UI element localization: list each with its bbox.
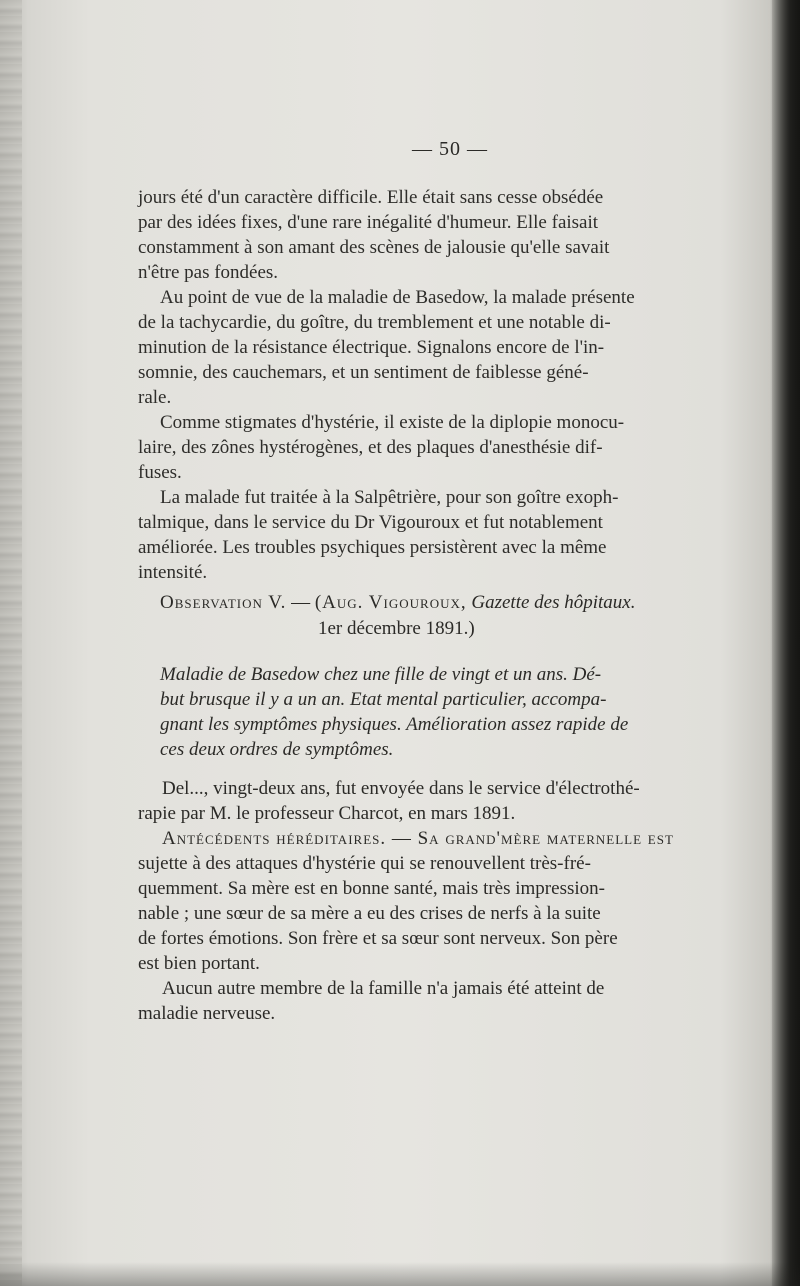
observation-label: Observation V. (160, 592, 287, 613)
text-line: améliorée. Les troubles psychiques persistèrent avec la même (138, 537, 607, 558)
case-line: de fortes émotions. Son frère et sa sœur sont nerveux. Son père (138, 928, 618, 949)
observation-author: (Aug. Vigouroux, (314, 592, 467, 613)
summary-line: gnant les symptômes physiques. Amélioration assez rapide de (160, 714, 629, 735)
page-number: — 50 — (412, 138, 488, 160)
text-line: minution de la résistance électrique. Signalons encore de l'in- (138, 337, 605, 358)
text-line: fuses. (138, 462, 182, 483)
case-line: sujette à des attaques d'hystérie qui se renouvellent très-fré- (138, 853, 591, 874)
case-line: est bien portant. (138, 953, 260, 974)
text-line: Comme stigmates d'hystérie, il existe de la diplopie monocu- (160, 412, 625, 433)
text-line: Au point de vue de la maladie de Basedow, la malade présente (160, 287, 635, 308)
case-line: rapie par M. le professeur Charcot, en mars 1891. (138, 803, 516, 824)
case-line: maladie nerveuse. (138, 1003, 276, 1024)
case-line: quemment. Sa mère est en bonne santé, mais très impression- (138, 878, 605, 899)
case-line: nable ; une sœur de sa mère a eu des crises de nerfs à la suite (138, 903, 601, 924)
summary-line: ces deux ordres de symptômes. (160, 739, 394, 760)
text-line: talmique, dans le service du Dr Vigouroux et fut notablement (138, 512, 603, 533)
case-line: Aucun autre membre de la famille n'a jamais été atteint de (162, 978, 605, 999)
text-line: intensité. (138, 562, 208, 583)
text-line: constamment à son amant des scènes de jalousie qu'elle savait (138, 237, 610, 258)
observation-dash: — (291, 592, 311, 613)
text-line: La malade fut traitée à la Salpêtrière, pour son goître exoph- (160, 487, 619, 508)
case-body (138, 776, 760, 1026)
case-summary (160, 662, 760, 762)
text-line: somnie, des cauchemars, et un sentiment de faiblesse géné- (138, 362, 589, 383)
case-line: Antécédents héréditaires. — Sa grand'mère maternelle est (162, 828, 674, 849)
text-line: laire, des zônes hystérogènes, et des plaques d'anesthésie dif- (138, 437, 603, 458)
page-right-edge (772, 0, 800, 1286)
text-line: par des idées fixes, d'une rare inégalité d'humeur. Elle faisait (138, 212, 599, 233)
observation-journal: Gazette des hôpitaux. (471, 592, 636, 613)
page-binding-edge (0, 0, 22, 1286)
text-line: jours été d'un caractère difficile. Elle était sans cesse obsédée (138, 187, 604, 208)
summary-line: Maladie de Basedow chez une fille de vingt et un ans. Dé- (160, 664, 602, 685)
intro-paragraphs (138, 185, 758, 585)
case-line: Del..., vingt-deux ans, fut envoyée dans le service d'électrothé- (162, 778, 640, 799)
text-line: de la tachycardie, du goître, du tremblement et une notable di- (138, 312, 611, 333)
text-line: n'être pas fondées. (138, 262, 279, 283)
observation-heading (160, 590, 760, 615)
observation-date: 1er décembre 1891.) (318, 618, 475, 639)
page-bottom-shadow (0, 1262, 800, 1286)
text-line: rale. (138, 387, 172, 408)
summary-line: but brusque il y a un an. Etat mental particulier, accompa- (160, 689, 607, 710)
